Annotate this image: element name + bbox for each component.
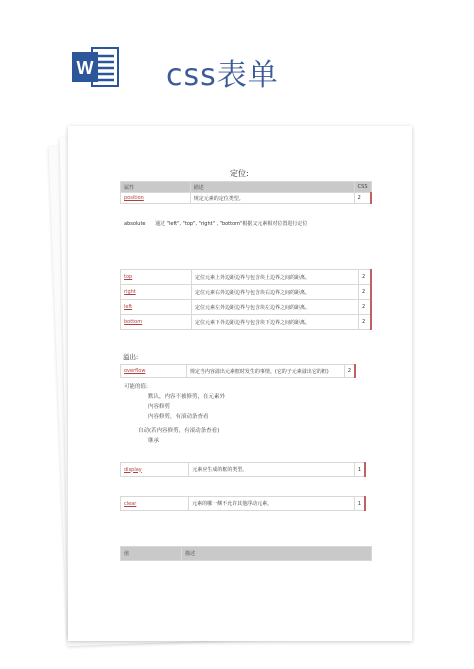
property-link[interactable]: display xyxy=(121,463,189,477)
description-cell: 定位元素右外边距边界与包含块右边界之间的距离。 xyxy=(192,285,359,300)
value-item: 自动(若内容修剪，有滚动条查看) xyxy=(138,428,220,434)
property-link[interactable]: top xyxy=(121,270,192,285)
header xyxy=(0,0,474,120)
table-row xyxy=(121,285,372,300)
overflow-table xyxy=(120,364,356,378)
table-row xyxy=(121,193,372,204)
table-row xyxy=(121,315,372,330)
table-row xyxy=(121,365,356,378)
value-item: 默认，内容不被修剪，在元素外 xyxy=(148,394,226,400)
section-title-positioning: 定位: xyxy=(230,169,249,178)
value-item: 内容修剪，有滚动条查看 xyxy=(148,414,209,420)
css-version-cell: 2 xyxy=(344,365,355,378)
possible-values-title: 可能的值: xyxy=(124,384,148,390)
css-version-cell: 2 xyxy=(359,300,372,315)
description-cell: 定位元素上外边距边界与包含块上边界之间的距离。 xyxy=(192,270,359,285)
description-cell: 规定当内容溢出元素框时发生的事情。(它的子元素溢出它的框) xyxy=(186,365,344,378)
absolute-keyword: absolute xyxy=(124,221,146,227)
header-cell: CSS xyxy=(354,182,371,193)
section-title-overflow: 溢出: xyxy=(123,353,139,361)
css-version-cell: 2 xyxy=(359,315,372,330)
header-cell: 属性 xyxy=(121,182,191,193)
table-row xyxy=(121,300,372,315)
document-title: css表单 xyxy=(166,58,279,93)
property-link[interactable]: bottom xyxy=(121,315,192,330)
css-version-cell: 2 xyxy=(359,270,372,285)
description-cell: 定位元素下外边距边界与包含块下边界之间的距离。 xyxy=(192,315,359,330)
description-cell: 规定元素的定位类型。 xyxy=(190,193,354,204)
word-icon-letter: W xyxy=(76,58,94,78)
property-link[interactable]: left xyxy=(121,300,192,315)
property-link[interactable]: right xyxy=(121,285,192,300)
table-row xyxy=(121,463,366,477)
header-cell: 描述 xyxy=(190,182,354,193)
positioning-table xyxy=(120,181,372,204)
description-cell: 元素的哪一侧不允许其他浮动元素。 xyxy=(189,497,355,511)
absolute-description: 通过 "left", "top", "right" , "bottom"根据父元素相对位置进行定位 xyxy=(155,221,308,227)
css-version-cell: 2 xyxy=(354,193,371,204)
description-cell: 定位元素左外边距边界与包含块左边界之间的距离。 xyxy=(192,300,359,315)
header-cell: 值 xyxy=(121,547,182,561)
css-version-cell: 1 xyxy=(354,463,365,477)
table-row xyxy=(121,497,366,511)
absolute-note xyxy=(124,220,307,227)
values-table xyxy=(120,546,372,561)
header-cell: 描述 xyxy=(182,547,372,561)
display-table xyxy=(120,462,366,477)
offsets-table xyxy=(120,269,372,330)
word-icon xyxy=(72,44,120,90)
table-header-row xyxy=(121,182,372,193)
document-page xyxy=(68,126,412,641)
css-version-cell: 2 xyxy=(359,285,372,300)
table-row xyxy=(121,270,372,285)
value-item: 继承 xyxy=(148,438,160,444)
css-version-cell: 1 xyxy=(354,497,365,511)
property-link[interactable]: position xyxy=(121,193,191,204)
clear-table xyxy=(120,496,366,511)
value-item: 内容修剪 xyxy=(148,404,171,410)
property-link[interactable]: overflow xyxy=(121,365,187,378)
property-link[interactable]: clear xyxy=(121,497,189,511)
table-header-row xyxy=(121,547,372,561)
description-cell: 元素应生成的框的类型。 xyxy=(189,463,354,477)
